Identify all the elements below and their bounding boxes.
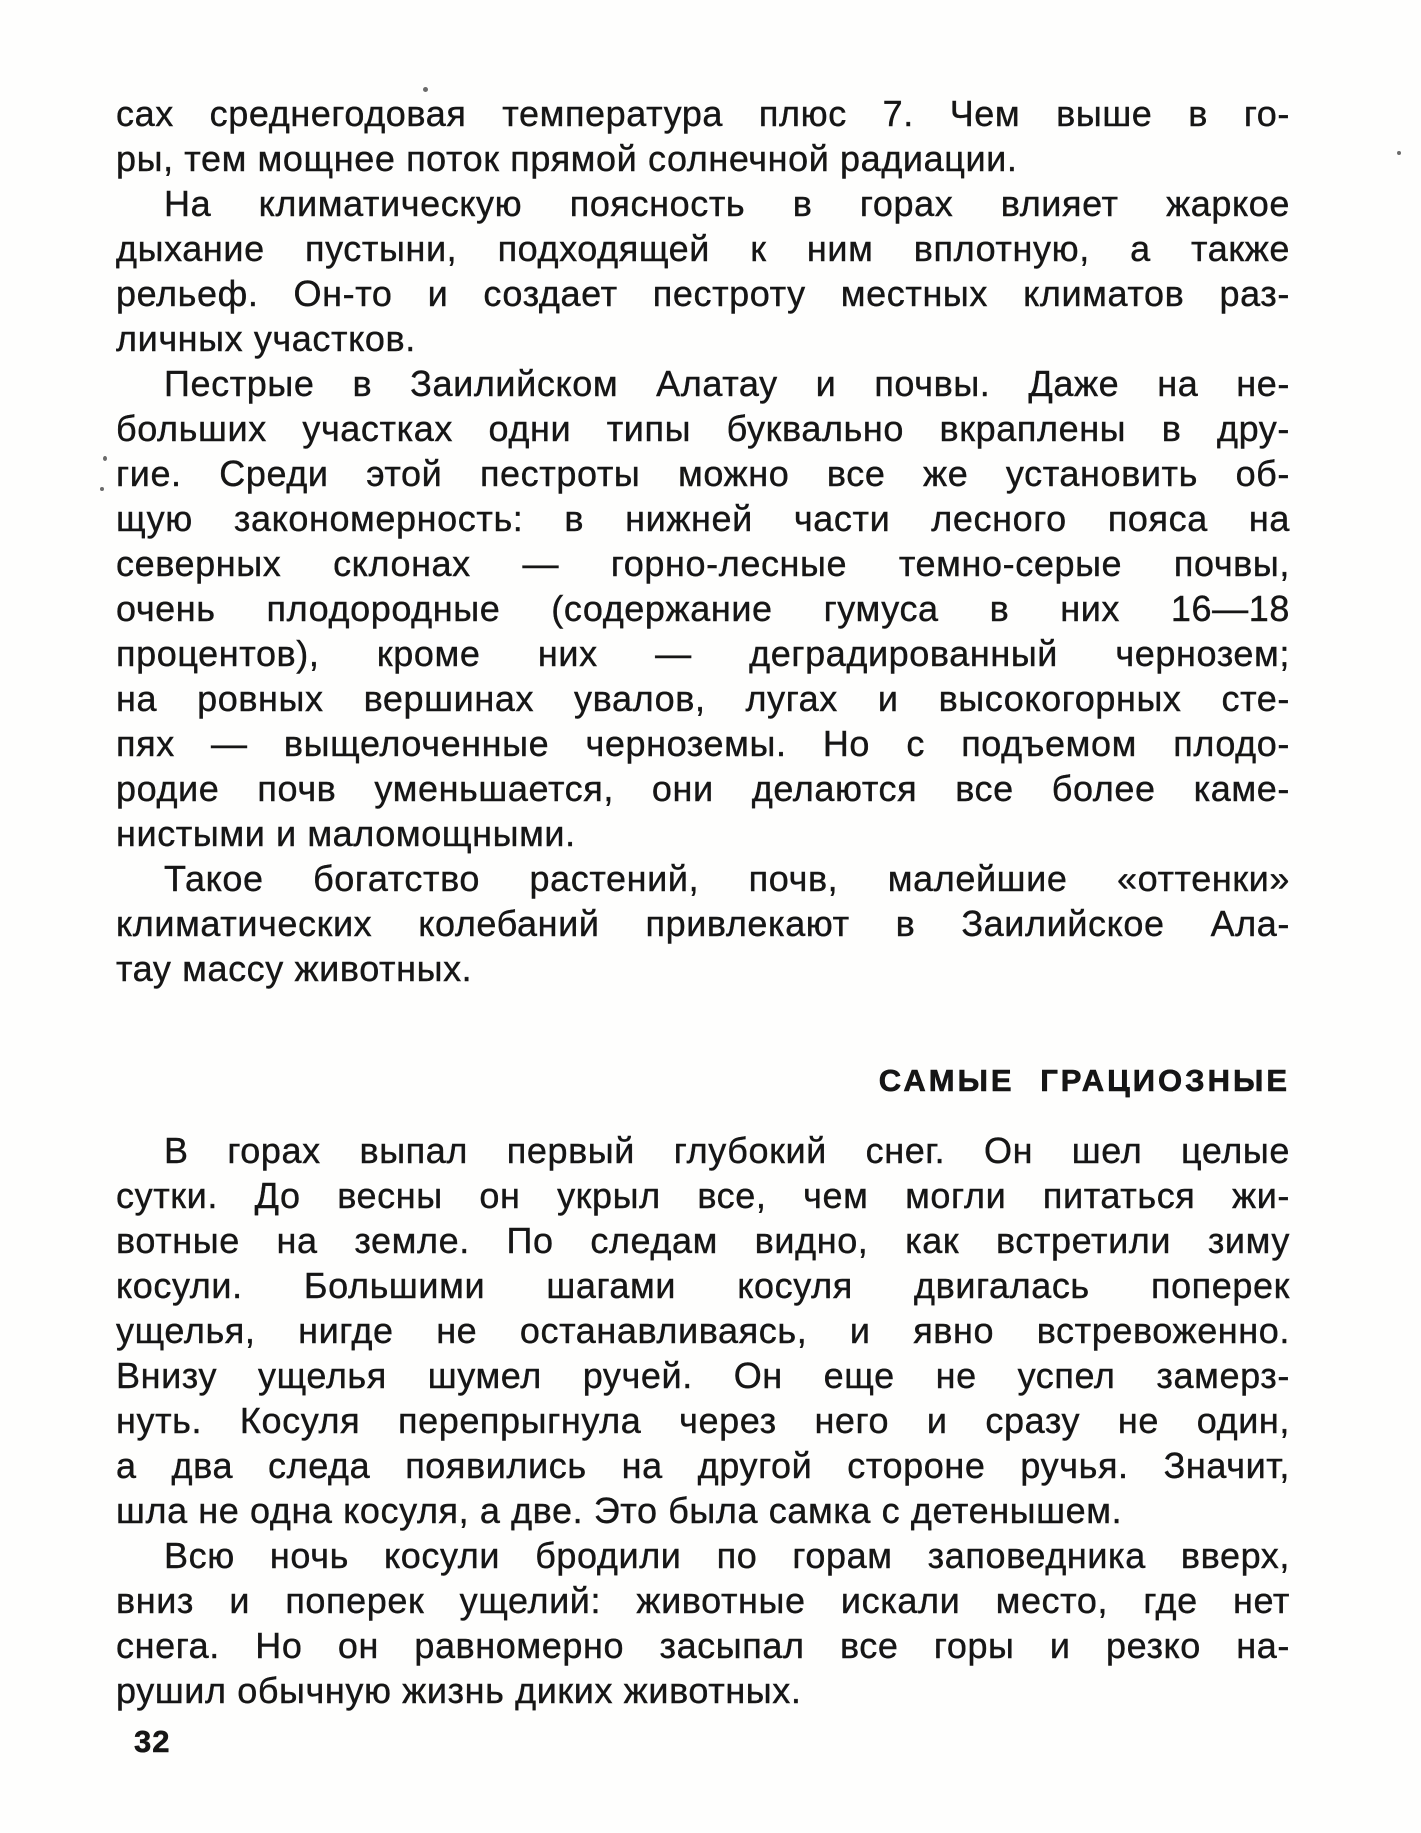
text-line: процентов), кроме них — деградированный чернозем; (116, 633, 1290, 674)
paragraph (116, 181, 1290, 361)
text-line: больших участках одни типы буквально вкраплены в дру- (116, 408, 1290, 449)
paragraph (116, 91, 1290, 181)
paragraph (116, 1533, 1290, 1713)
text-line: рушил обычную жизнь диких животных. (116, 1670, 802, 1711)
scan-speckle (103, 456, 107, 461)
text-line: щую закономерность: в нижней части лесного пояса на (116, 498, 1290, 539)
text-block (116, 91, 1290, 1713)
text-line: В горах выпал первый глубокий снег. Он шел целые (164, 1130, 1290, 1171)
text-line: сутки. До весны он укрыл все, чем могли питаться жи- (116, 1175, 1290, 1216)
text-line: родие почв уменьшается, они делаются все более каме- (116, 768, 1290, 809)
text-line: нистыми и маломощными. (116, 813, 576, 854)
paragraph (116, 361, 1290, 856)
page-number: 32 (134, 1724, 171, 1759)
text-line: Такое богатство растений, почв, малейшие «оттенки» (164, 858, 1290, 899)
text-line: вниз и поперек ущелий: животные искали место, где нет (116, 1580, 1290, 1621)
text-line: ущелья, нигде не останавливаясь, и явно встревоженно. (116, 1310, 1290, 1351)
text-line: а два следа появились на другой стороне ручья. Значит, (116, 1445, 1290, 1486)
text-line: снега. Но он равномерно засыпал все горы и резко на- (116, 1625, 1290, 1666)
text-line: на ровных вершинах увалов, лугах и высокогорных сте- (116, 678, 1290, 719)
text-line: климатических колебаний привлекают в Заилийское Ала- (116, 903, 1290, 944)
paragraph (116, 1128, 1290, 1533)
text-line: вотные на земле. По следам видно, как встретили зиму (116, 1220, 1290, 1261)
text-line: гие. Среди этой пестроты можно все же установить об- (116, 453, 1290, 494)
text-line: тау массу животных. (116, 948, 473, 989)
scan-speckle (423, 87, 428, 92)
section-heading: САМЫЕ ГРАЦИОЗНЫЕ (878, 1063, 1290, 1098)
paragraph (116, 856, 1290, 991)
text-line: очень плодородные (содержание гумуса в них 16—18 (116, 588, 1290, 629)
text-line: нуть. Косуля перепрыгнула через него и сразу не один, (116, 1400, 1290, 1441)
text-line: личных участков. (116, 318, 416, 359)
text-line: На климатическую поясность в горах влияет жаркое (164, 183, 1290, 224)
scan-speckle (100, 487, 104, 491)
text-line: северных склонах — горно-лесные темно-серые почвы, (116, 543, 1290, 584)
text-line: Внизу ущелья шумел ручей. Он еще не успел замерз- (116, 1355, 1290, 1396)
text-line: косули. Большими шагами косуля двигалась поперек (116, 1265, 1290, 1306)
text-line: рельеф. Он-то и создает пестроту местных климатов раз- (116, 273, 1290, 314)
scan-speckle (1397, 151, 1401, 155)
text-line: ры, тем мощнее поток прямой солнечной радиации. (116, 138, 1018, 179)
text-line: Пестрые в Заилийском Алатау и почвы. Даже на не- (164, 363, 1290, 404)
text-line: Всю ночь косули бродили по горам заповедника вверх, (164, 1535, 1290, 1576)
text-line: дыхание пустыни, подходящей к ним вплотную, а также (116, 228, 1290, 269)
text-line: шла не одна косуля, а две. Это была самка с детенышем. (116, 1490, 1123, 1531)
text-line: пях — выщелоченные черноземы. Но с подъемом плодо- (116, 723, 1290, 764)
text-line: сах среднегодовая температура плюс 7. Чем выше в го- (116, 93, 1290, 134)
